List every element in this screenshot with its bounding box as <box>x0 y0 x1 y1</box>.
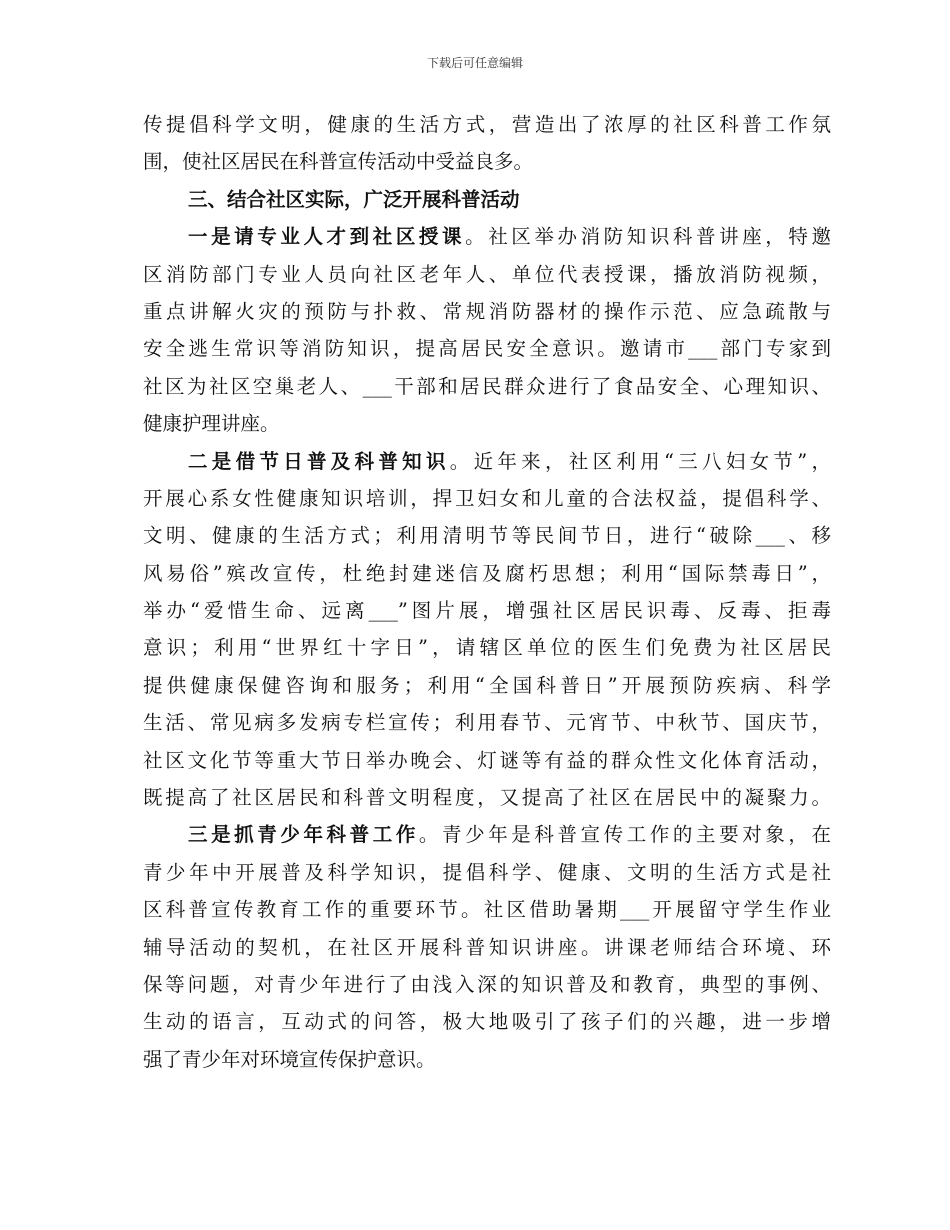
line-text: 重点讲解火灾的预防与扑救、常规消防器材的操作示范、应急疏散与 <box>143 299 831 323</box>
paragraph-lead-heading: 二是借节日普及科普知识 <box>188 449 450 473</box>
line-text: 意识；利用“世界红十字日”，请辖区单位的医生们免费为社区居民 <box>143 636 831 660</box>
paragraph-lead-heading: 一是请专业人才到社区授课 <box>188 225 466 249</box>
text-line <box>143 592 831 629</box>
line-text: 开展心系女性健康知识培训，捍卫妇女和儿童的合法权益，提倡科学、 <box>143 486 831 510</box>
section-heading: 三、结合社区实际，广泛开展科普活动 <box>188 187 520 211</box>
line-text: 。青少年是科普宣传工作的主要对象，在 <box>418 823 831 847</box>
paragraph-start-line <box>143 443 831 480</box>
text-line <box>143 742 831 779</box>
text-line <box>143 704 831 741</box>
text-line <box>143 256 831 293</box>
page-header-note: 下载后可任意编辑 <box>426 56 523 70</box>
line-text: 文明、健康的生活方式；利用清明节等民间节日，进行“破除___、移 <box>143 524 831 548</box>
line-text: 传提倡科学文明，健康的生活方式，营造出了浓厚的社区科普工作氛 <box>143 113 831 136</box>
text-line <box>143 517 831 554</box>
text-line <box>143 891 831 928</box>
line-text: 社区为社区空巢老人、___干部和居民群众进行了食品安全、心理知识、 <box>143 374 831 398</box>
line-text: 。社区举办消防知识科普讲座，特邀 <box>465 225 831 249</box>
text-line <box>143 555 831 592</box>
text-line <box>143 293 831 330</box>
line-text: 既提高了社区居民和科普文明程度，又提高了社区在居民中的凝聚力。 <box>143 786 831 810</box>
text-line <box>143 966 831 1003</box>
text-line <box>143 667 831 704</box>
line-text: 健康护理讲座。 <box>143 412 280 436</box>
line-text: 安全逃生常识等消防知识，提高居民安全意识。邀请市___部门专家到 <box>143 337 831 361</box>
text-line <box>143 480 831 517</box>
text-line <box>143 1041 831 1078</box>
text-line <box>143 779 831 816</box>
line-text: 青少年中开展普及科学知识，提倡科学、健康、文明的生活方式是社 <box>143 860 831 884</box>
line-text: 风易俗”殡改宣传，杜绝封建迷信及腐朽思想；利用“国际禁毒日”， <box>143 561 831 585</box>
paragraph-start-line <box>143 181 831 218</box>
line-text: 。近年来，社区利用“三八妇女节”， <box>449 449 831 473</box>
line-text: 区消防部门专业人员向社区老年人、单位代表授课，播放消防视频， <box>143 262 831 286</box>
paragraph-start-line <box>143 816 831 853</box>
text-line <box>143 1003 831 1040</box>
line-text: 生动的语言，互动式的问答，极大地吸引了孩子们的兴趣，进一步增 <box>143 1010 831 1034</box>
line-text: 区科普宣传教育工作的重要环节。社区借助暑期___开展留守学生作业 <box>143 898 831 922</box>
line-text: 举办“爱惜生命、远离___”图片展，增强社区居民识毒、反毒、拒毒 <box>143 599 831 623</box>
text-line <box>143 629 831 666</box>
text-line <box>143 106 831 143</box>
text-line <box>143 368 831 405</box>
line-text: 强了青少年对环境宣传保护意识。 <box>143 1047 436 1071</box>
text-line <box>143 929 831 966</box>
paragraph-start-line <box>143 218 831 255</box>
line-text: 生活、常见病多发病专栏宣传；利用春节、元宵节、中秋节、国庆节， <box>143 711 831 735</box>
line-text: 保等问题，对青少年进行了由浅入深的知识普及和教育，典型的事例、 <box>143 972 831 996</box>
line-text: 辅导活动的契机，在社区开展科普知识讲座。讲课老师结合环境、环 <box>143 935 831 959</box>
text-line <box>143 854 831 891</box>
document-body <box>143 106 831 1078</box>
text-line <box>143 330 831 367</box>
text-line <box>143 405 831 442</box>
text-line <box>143 143 831 180</box>
line-text: 社区文化节等重大节日举办晚会、灯谜等有益的群众性文化体育活动， <box>143 748 831 772</box>
line-text: 提供健康保健咨询和服务；利用“全国科普日”开展预防疾病、科学 <box>143 673 831 697</box>
paragraph-lead-heading: 三是抓青少年科普工作 <box>188 823 419 847</box>
line-text: 围，使社区居民在科普宣传活动中受益良多。 <box>143 150 534 174</box>
